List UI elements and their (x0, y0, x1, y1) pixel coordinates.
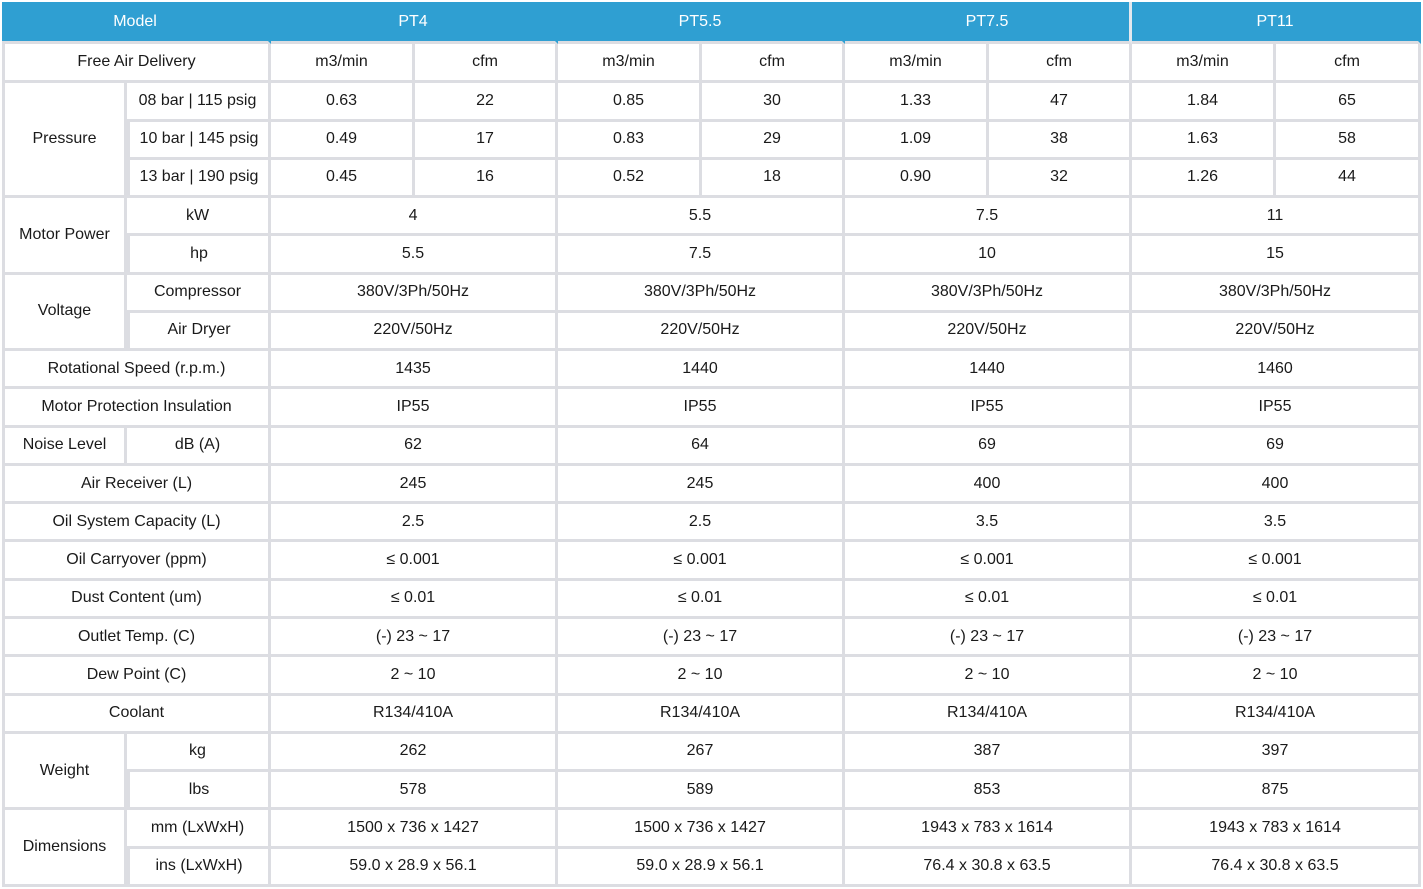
value-cell: IP55 (271, 389, 558, 427)
header-row (2, 2, 1421, 44)
row-label: Free Air Delivery (2, 44, 271, 83)
value-cell: IP55 (1132, 389, 1421, 427)
row-label: Coolant (2, 696, 271, 734)
value-cell: 44 (1276, 160, 1421, 198)
row-sublabel: Air Dryer (127, 313, 271, 351)
dimensions-row (2, 849, 1421, 887)
motor-power-row (2, 198, 1421, 236)
value-cell: 38 (989, 122, 1132, 160)
row-sublabel: lbs (127, 772, 271, 810)
dust-content-row (2, 581, 1421, 619)
value-cell: 76.4 x 30.8 x 63.5 (845, 849, 1132, 887)
value-cell: 400 (845, 466, 1132, 504)
unit-cell: cfm (702, 44, 845, 83)
row-label: Dust Content (um) (2, 581, 271, 619)
value-cell: ≤ 0.01 (558, 581, 845, 619)
value-cell: ≤ 0.01 (1132, 581, 1421, 619)
value-cell: 76.4 x 30.8 x 63.5 (1132, 849, 1421, 887)
row-label: Pressure (2, 83, 127, 198)
value-cell: R134/410A (845, 696, 1132, 734)
value-cell: 267 (558, 734, 845, 772)
value-cell: 1.63 (1132, 122, 1276, 160)
value-cell: 578 (271, 772, 558, 810)
row-label: Dew Point (C) (2, 657, 271, 695)
value-cell: 15 (1132, 236, 1421, 274)
row-label: Voltage (2, 275, 127, 352)
value-cell: 397 (1132, 734, 1421, 772)
unit-cell: m3/min (558, 44, 702, 83)
value-cell: 47 (989, 83, 1132, 121)
value-cell: 2.5 (271, 504, 558, 542)
value-cell: 17 (415, 122, 558, 160)
value-cell: 245 (558, 466, 845, 504)
value-cell: 380V/3Ph/50Hz (1132, 275, 1421, 313)
row-label: Rotational Speed (r.p.m.) (2, 351, 271, 389)
row-sublabel: 08 bar | 115 psig (127, 83, 271, 121)
value-cell: IP55 (558, 389, 845, 427)
rotational-speed-row (2, 351, 1421, 389)
value-cell: 0.49 (271, 122, 415, 160)
value-cell: ≤ 0.01 (271, 581, 558, 619)
row-sublabel: 10 bar | 145 psig (127, 122, 271, 160)
value-cell: 0.83 (558, 122, 702, 160)
value-cell: R134/410A (558, 696, 845, 734)
value-cell: 32 (989, 160, 1132, 198)
value-cell: 62 (271, 428, 558, 466)
value-cell: 1943 x 783 x 1614 (1132, 810, 1421, 848)
value-cell: 0.90 (845, 160, 989, 198)
row-label: Dimensions (2, 810, 127, 887)
value-cell: ≤ 0.001 (558, 542, 845, 580)
model-pt4-header: PT4 (271, 2, 558, 44)
value-cell: 262 (271, 734, 558, 772)
value-cell: 380V/3Ph/50Hz (271, 275, 558, 313)
value-cell: 2 ~ 10 (845, 657, 1132, 695)
value-cell: 7.5 (558, 236, 845, 274)
value-cell: 380V/3Ph/50Hz (845, 275, 1132, 313)
value-cell: 220V/50Hz (271, 313, 558, 351)
value-cell: ≤ 0.001 (271, 542, 558, 580)
value-cell: 2 ~ 10 (271, 657, 558, 695)
value-cell: (-) 23 ~ 17 (558, 619, 845, 657)
value-cell: 1.33 (845, 83, 989, 121)
model-pt11-header: PT11 (1132, 2, 1421, 44)
model-pt5-5-header: PT5.5 (558, 2, 845, 44)
value-cell: 1.84 (1132, 83, 1276, 121)
value-cell: 2 ~ 10 (558, 657, 845, 695)
row-sublabel: dB (A) (127, 428, 271, 466)
row-sublabel: Compressor (127, 275, 271, 313)
value-cell: ≤ 0.01 (845, 581, 1132, 619)
row-sublabel: ins (LxWxH) (127, 849, 271, 887)
value-cell: ≤ 0.001 (845, 542, 1132, 580)
value-cell: ≤ 0.001 (1132, 542, 1421, 580)
row-label: Oil System Capacity (L) (2, 504, 271, 542)
value-cell: 10 (845, 236, 1132, 274)
air-receiver-row (2, 466, 1421, 504)
value-cell: 2 ~ 10 (1132, 657, 1421, 695)
value-cell: (-) 23 ~ 17 (1132, 619, 1421, 657)
value-cell: 4 (271, 198, 558, 236)
row-label: Noise Level (2, 428, 127, 466)
value-cell: 853 (845, 772, 1132, 810)
model-header: Model (2, 2, 271, 44)
value-cell: 0.63 (271, 83, 415, 121)
value-cell: 380V/3Ph/50Hz (558, 275, 845, 313)
pressure-row (2, 160, 1421, 198)
value-cell: 1.26 (1132, 160, 1276, 198)
outlet-temp-row (2, 619, 1421, 657)
dimensions-row (2, 810, 1421, 848)
value-cell: 0.45 (271, 160, 415, 198)
row-label: Outlet Temp. (C) (2, 619, 271, 657)
value-cell: 30 (702, 83, 845, 121)
value-cell: 7.5 (845, 198, 1132, 236)
row-sublabel: 13 bar | 190 psig (127, 160, 271, 198)
value-cell: 0.52 (558, 160, 702, 198)
unit-cell: m3/min (845, 44, 989, 83)
value-cell: 29 (702, 122, 845, 160)
value-cell: R134/410A (271, 696, 558, 734)
value-cell: 58 (1276, 122, 1421, 160)
value-cell: 5.5 (558, 198, 845, 236)
value-cell: 245 (271, 466, 558, 504)
row-sublabel: hp (127, 236, 271, 274)
spec-table (2, 2, 1421, 887)
value-cell: R134/410A (1132, 696, 1421, 734)
value-cell: 69 (845, 428, 1132, 466)
value-cell: 400 (1132, 466, 1421, 504)
row-label: Weight (2, 734, 127, 811)
value-cell: 1500 x 736 x 1427 (271, 810, 558, 848)
value-cell: 387 (845, 734, 1132, 772)
value-cell: (-) 23 ~ 17 (271, 619, 558, 657)
value-cell: 64 (558, 428, 845, 466)
value-cell: 1500 x 736 x 1427 (558, 810, 845, 848)
row-sublabel: kW (127, 198, 271, 236)
row-sublabel: kg (127, 734, 271, 772)
motor-power-row (2, 236, 1421, 274)
unit-cell: cfm (415, 44, 558, 83)
value-cell: 1460 (1132, 351, 1421, 389)
value-cell: 1440 (845, 351, 1132, 389)
value-cell: 220V/50Hz (558, 313, 845, 351)
value-cell: IP55 (845, 389, 1132, 427)
dew-point-row (2, 657, 1421, 695)
voltage-row (2, 275, 1421, 313)
value-cell: 65 (1276, 83, 1421, 121)
value-cell: 59.0 x 28.9 x 56.1 (558, 849, 845, 887)
row-label: Oil Carryover (ppm) (2, 542, 271, 580)
voltage-row (2, 313, 1421, 351)
weight-row (2, 734, 1421, 772)
value-cell: 16 (415, 160, 558, 198)
weight-row (2, 772, 1421, 810)
row-sublabel: mm (LxWxH) (127, 810, 271, 848)
free-air-delivery-row (2, 44, 1421, 83)
value-cell: 11 (1132, 198, 1421, 236)
row-label: Air Receiver (L) (2, 466, 271, 504)
value-cell: 1440 (558, 351, 845, 389)
model-pt7-5-header: PT7.5 (845, 2, 1132, 44)
value-cell: 1435 (271, 351, 558, 389)
row-label: Motor Power (2, 198, 127, 275)
value-cell: 18 (702, 160, 845, 198)
value-cell: 220V/50Hz (845, 313, 1132, 351)
oil-system-row (2, 504, 1421, 542)
unit-cell: m3/min (271, 44, 415, 83)
value-cell: 59.0 x 28.9 x 56.1 (271, 849, 558, 887)
unit-cell: cfm (989, 44, 1132, 83)
value-cell: 69 (1132, 428, 1421, 466)
unit-cell: cfm (1276, 44, 1421, 83)
value-cell: 2.5 (558, 504, 845, 542)
row-label: Motor Protection Insulation (2, 389, 271, 427)
unit-cell: m3/min (1132, 44, 1276, 83)
value-cell: 5.5 (271, 236, 558, 274)
value-cell: (-) 23 ~ 17 (845, 619, 1132, 657)
pressure-row (2, 122, 1421, 160)
value-cell: 0.85 (558, 83, 702, 121)
value-cell: 589 (558, 772, 845, 810)
motor-protection-row (2, 389, 1421, 427)
noise-level-row (2, 428, 1421, 466)
value-cell: 3.5 (1132, 504, 1421, 542)
coolant-row (2, 696, 1421, 734)
value-cell: 22 (415, 83, 558, 121)
oil-carryover-row (2, 542, 1421, 580)
value-cell: 1.09 (845, 122, 989, 160)
value-cell: 220V/50Hz (1132, 313, 1421, 351)
value-cell: 3.5 (845, 504, 1132, 542)
pressure-row (2, 83, 1421, 121)
value-cell: 1943 x 783 x 1614 (845, 810, 1132, 848)
value-cell: 875 (1132, 772, 1421, 810)
